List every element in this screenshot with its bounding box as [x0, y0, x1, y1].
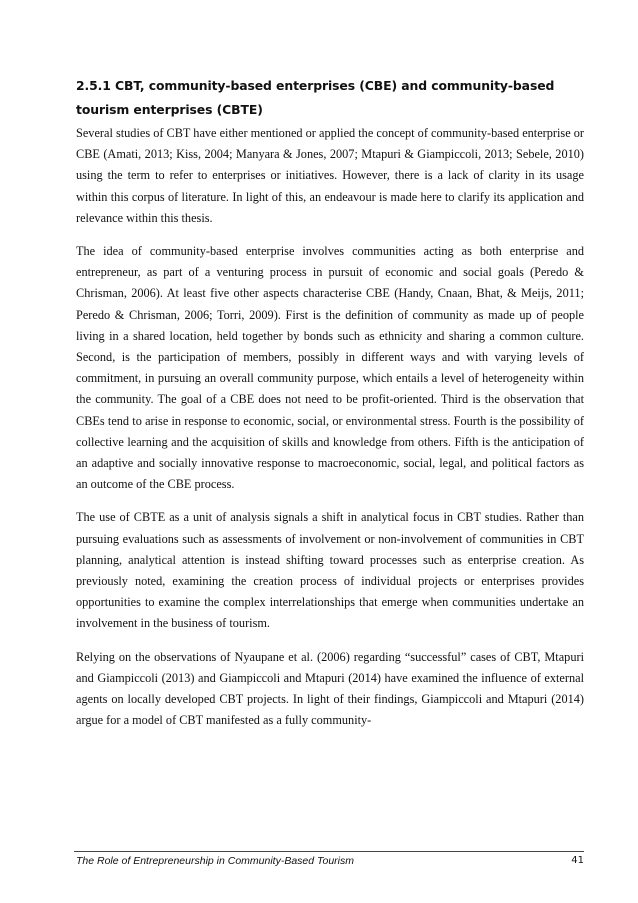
page-footer [76, 855, 584, 867]
paragraph-1: Several studies of CBT have either mentioned or applied the concept of community-based enterprise or CBE (Amati, 2013; Kiss, 2004; Manyara & Jones, 2007; Mtapuri & Giampiccoli, 2013; Sebele, 2010) using the term to refer to enterprises or initiatives. However, there is a lack of clarity in its usage within this corpus of literature. In light of this, an endeavour is made here to clarify its application and relevance within this thesis. [76, 126, 584, 225]
paragraph-3: The use of CBTE as a unit of analysis signals a shift in analytical focus in CBT studies. Rather than pursuing evaluations such as assessments of involvement or non-involvement of communities in CBT planning, analytical attention is instead shifting toward processes such as enterprise creation. As previously noted, examining the creation process of individual projects or enterprises provides opportunities to examine the complex interrelationships that emerge when communities undertake an involvement in the business of tourism. [76, 510, 584, 631]
page-content [76, 74, 584, 743]
section-heading: 2.5.1 CBT, community-based enterprises (CBE) and community-based tourism enterprises (CBTE) [76, 78, 555, 117]
footer-divider [74, 851, 584, 852]
page-number: 41 [571, 855, 584, 866]
footer-title: The Role of Entrepreneurship in Community-Based Tourism [76, 855, 354, 867]
paragraph-2: The idea of community-based enterprise involves communities acting as both enterprise and entrepreneur, as part of a venturing process in pursuit of economic and social goals (Peredo & Chrisman, 2006). At least five other aspects characterise CBE (Handy, Cnaan, Bhat, & Meijs, 2011; Peredo & Chrisman, 2006; Torri, 2009). First is the definition of community as made up of people living in a shared location, held together by bonds such as ethnicity and sharing a common culture. Second, is the participation of members, possibly in different ways and with varying levels of commitment, in pursuing an overall community purpose, which entails a level of heterogeneity within the community. The goal of a CBE does not need to be profit-oriented. Third is the observation that CBEs tend to arise in response to economic, social, or environmental stress. Fourth is the possibility of collective learning and the acquisition of skills and knowledge from others. Fifth is the anticipation of an adaptive and socially innovative response to macroeconomic, social, legal, and political factors as an outcome of the CBE process. [76, 244, 584, 492]
paragraph-4: Relying on the observations of Nyaupane et al. (2006) regarding “successful” cases of CBT, Mtapuri and Giampiccoli (2013) and Giampiccoli and Mtapuri (2014) have examined the influence of external agents on locally developed CBT projects. In light of their findings, Giampiccoli and Mtapuri (2014) argue for a model of CBT manifested as a fully community- [76, 649, 584, 728]
